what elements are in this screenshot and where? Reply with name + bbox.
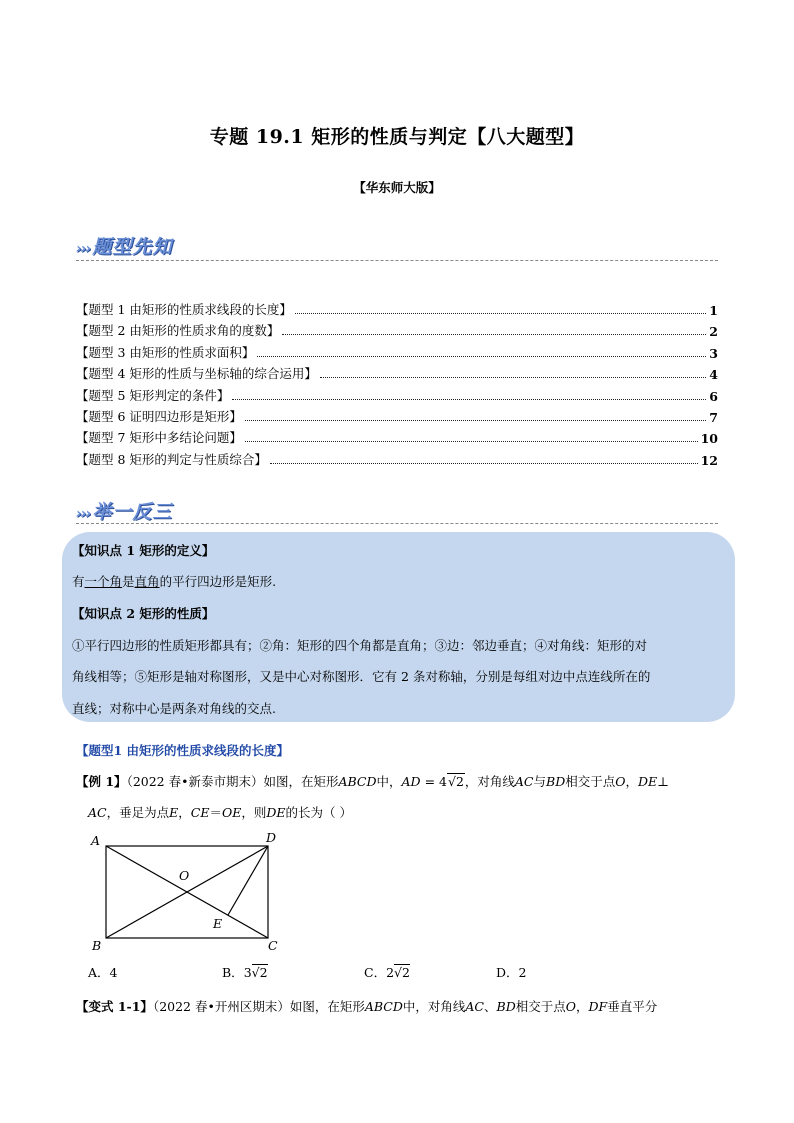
arrow-icon: ››› bbox=[76, 241, 91, 257]
text: ，垂足为点 bbox=[106, 805, 170, 820]
knowledge-1-text bbox=[72, 572, 276, 590]
math-de: DE bbox=[638, 774, 658, 789]
toc-item-page: 7 bbox=[709, 410, 718, 425]
toc-leader-dots bbox=[245, 420, 706, 421]
arrow-icon: ››› bbox=[76, 506, 91, 522]
knowledge-2-line-2: 角线相等；⑤矩形是轴对称图形，又是中心对称图形．它有 2 条对称轴，分别是每组对边中点连线所在的 bbox=[72, 669, 651, 684]
math-bd: BD bbox=[546, 774, 566, 789]
k1-underlined-2: 直角 bbox=[134, 574, 160, 589]
overview-banner bbox=[76, 232, 172, 259]
toc-item-label: 【题型 8 矩形的判定与性质综合】 bbox=[76, 451, 267, 467]
toc-leader-dots bbox=[270, 463, 698, 464]
toc-item[interactable] bbox=[76, 340, 718, 361]
option-b bbox=[222, 963, 268, 981]
toc-item[interactable] bbox=[76, 318, 718, 339]
perp-symbol: ⊥ bbox=[657, 774, 669, 789]
math-df: DF bbox=[588, 999, 608, 1014]
edition-label: 【华东师大版】 bbox=[353, 180, 441, 195]
toc-item[interactable] bbox=[76, 361, 718, 382]
toc-item[interactable] bbox=[76, 447, 718, 468]
toc-item-label: 【题型 1 由矩形的性质求线段的长度】 bbox=[76, 302, 292, 317]
text: ＝ bbox=[209, 805, 222, 820]
math-ad: AD bbox=[401, 774, 421, 789]
variant-source: （2022 春•开州区期末）如图，在矩形 bbox=[152, 999, 365, 1014]
overview-banner-label: 题型先知 bbox=[92, 236, 173, 258]
math-ac: AC bbox=[514, 774, 534, 789]
option-coef: 2 bbox=[386, 965, 395, 980]
option-value: 4 bbox=[109, 965, 118, 980]
label-b: B bbox=[92, 938, 102, 953]
divider bbox=[76, 523, 718, 524]
text: 相交于点 bbox=[515, 999, 566, 1014]
math-o: O bbox=[615, 774, 626, 789]
toc-item-page: 4 bbox=[709, 367, 718, 383]
math-abcd: ABCD bbox=[338, 774, 377, 789]
text: ， bbox=[576, 999, 589, 1014]
option-c bbox=[364, 963, 410, 981]
toc-item-label: 【题型 4 矩形的性质与坐标轴的综合运用】 bbox=[76, 366, 317, 382]
knowledge-2-line-1: ①平行四边形的性质矩形都具有；②角：矩形的四个角都是直角；③边：邻边垂直；④对角线：矩形的对 bbox=[72, 638, 648, 653]
sqrt-radicand: √2 bbox=[447, 774, 464, 789]
radicand: 2 bbox=[402, 965, 410, 980]
toc-item-label: 【题型 5 矩形判定的条件】 bbox=[76, 387, 230, 403]
math-abcd: ABCD bbox=[364, 999, 403, 1014]
toc-item-page: 10 bbox=[700, 431, 718, 447]
k1-mid: 是 bbox=[122, 574, 135, 589]
math-oe: OE bbox=[221, 805, 242, 820]
toc-item-label: 【题型 6 证明四边形是矩形】 bbox=[76, 409, 242, 424]
text: ， bbox=[178, 805, 191, 820]
rectangle-figure bbox=[86, 826, 286, 954]
math-ac: AC bbox=[465, 999, 484, 1014]
knowledge-1-title: 【知识点 1 矩形的定义】 bbox=[72, 543, 215, 558]
toc-leader-dots bbox=[320, 377, 706, 378]
label-a: A bbox=[91, 833, 101, 848]
k1-pre: 有 bbox=[72, 574, 85, 589]
toc-item-label: 【题型 3 由矩形的性质求面积】 bbox=[76, 344, 255, 360]
option-letter: C． bbox=[364, 965, 387, 980]
toc-item[interactable] bbox=[76, 425, 718, 446]
type-1-heading: 【题型1 由矩形的性质求线段的长度】 bbox=[76, 743, 290, 758]
example-source: （2022 春•新泰市期末）如图，在矩形 bbox=[126, 774, 339, 789]
divider bbox=[76, 260, 718, 261]
toc-item-label: 【题型 2 由矩形的性质求角的度数】 bbox=[76, 323, 280, 339]
math-ac: AC bbox=[88, 805, 107, 820]
toc-item-page: 12 bbox=[700, 452, 718, 468]
sqrt-radicand: √2 bbox=[394, 965, 410, 980]
practice-banner-label: 举一反三 bbox=[92, 501, 173, 523]
label-c: C bbox=[268, 938, 278, 953]
text: = 4 bbox=[420, 774, 447, 789]
text: ， bbox=[625, 774, 639, 789]
toc-leader-dots bbox=[232, 399, 706, 400]
toc-item[interactable] bbox=[76, 297, 718, 318]
radicand: 2 bbox=[455, 774, 464, 789]
page-title: 专题 19.1 矩形的性质与判定【八大题型】 bbox=[209, 126, 585, 148]
example-tag: 【例 1】 bbox=[76, 774, 127, 789]
variant-tag: 【变式 1-1】 bbox=[76, 999, 153, 1014]
text: 中，对角线 bbox=[402, 999, 466, 1014]
sqrt-radicand: √2 bbox=[251, 965, 268, 980]
toc-item-page: 1 bbox=[709, 303, 718, 318]
toc-item[interactable] bbox=[76, 383, 718, 404]
k1-post: 的平行四边形是矩形. bbox=[159, 574, 277, 589]
toc-leader-dots bbox=[245, 441, 698, 442]
toc-item-page: 2 bbox=[709, 324, 718, 340]
label-e: E bbox=[213, 916, 223, 931]
math-bd: BD bbox=[496, 999, 516, 1014]
text: 的长为（ ） bbox=[285, 805, 352, 820]
option-letter: A． bbox=[88, 965, 110, 980]
text: ，对角线 bbox=[464, 774, 515, 789]
practice-banner bbox=[76, 497, 172, 524]
option-value: 2 bbox=[518, 965, 527, 980]
label-d: D bbox=[266, 830, 277, 845]
text: 中， bbox=[376, 774, 402, 789]
toc-item[interactable] bbox=[76, 404, 718, 425]
knowledge-2-line-3: 直线；对称中心是两条对角线的交点. bbox=[72, 701, 276, 716]
option-coef: 3 bbox=[243, 965, 252, 980]
text: 垂直平分 bbox=[607, 999, 658, 1014]
toc-item-label: 【题型 7 矩形中多结论问题】 bbox=[76, 430, 242, 446]
toc-leader-dots bbox=[282, 334, 706, 335]
radicand: 2 bbox=[259, 965, 268, 980]
knowledge-2-title: 【知识点 2 矩形的性质】 bbox=[72, 606, 215, 621]
segment-de bbox=[228, 846, 268, 915]
text: 、 bbox=[484, 999, 497, 1014]
toc-item-page: 6 bbox=[709, 388, 718, 404]
toc-item-page: 3 bbox=[709, 345, 718, 361]
math-e: E bbox=[169, 805, 179, 820]
toc-leader-dots bbox=[257, 356, 706, 357]
math-ce: CE bbox=[190, 805, 210, 820]
text: 与 bbox=[533, 774, 547, 789]
math-de: DE bbox=[266, 805, 286, 820]
k1-underlined-1: 一个角 bbox=[84, 574, 123, 589]
toc-leader-dots bbox=[295, 313, 706, 314]
variant-1-1 bbox=[76, 997, 657, 1015]
example-1-line-1 bbox=[76, 772, 669, 790]
option-a bbox=[88, 963, 117, 981]
text: ，则 bbox=[241, 805, 267, 820]
example-1-line-2 bbox=[88, 803, 352, 821]
option-letter: B． bbox=[222, 965, 244, 980]
option-d bbox=[496, 963, 526, 981]
option-letter: D． bbox=[496, 965, 519, 980]
label-o: O bbox=[179, 868, 190, 883]
math-o: O bbox=[565, 999, 576, 1014]
knowledge-box bbox=[62, 532, 735, 722]
text: 相交于点 bbox=[565, 774, 616, 789]
